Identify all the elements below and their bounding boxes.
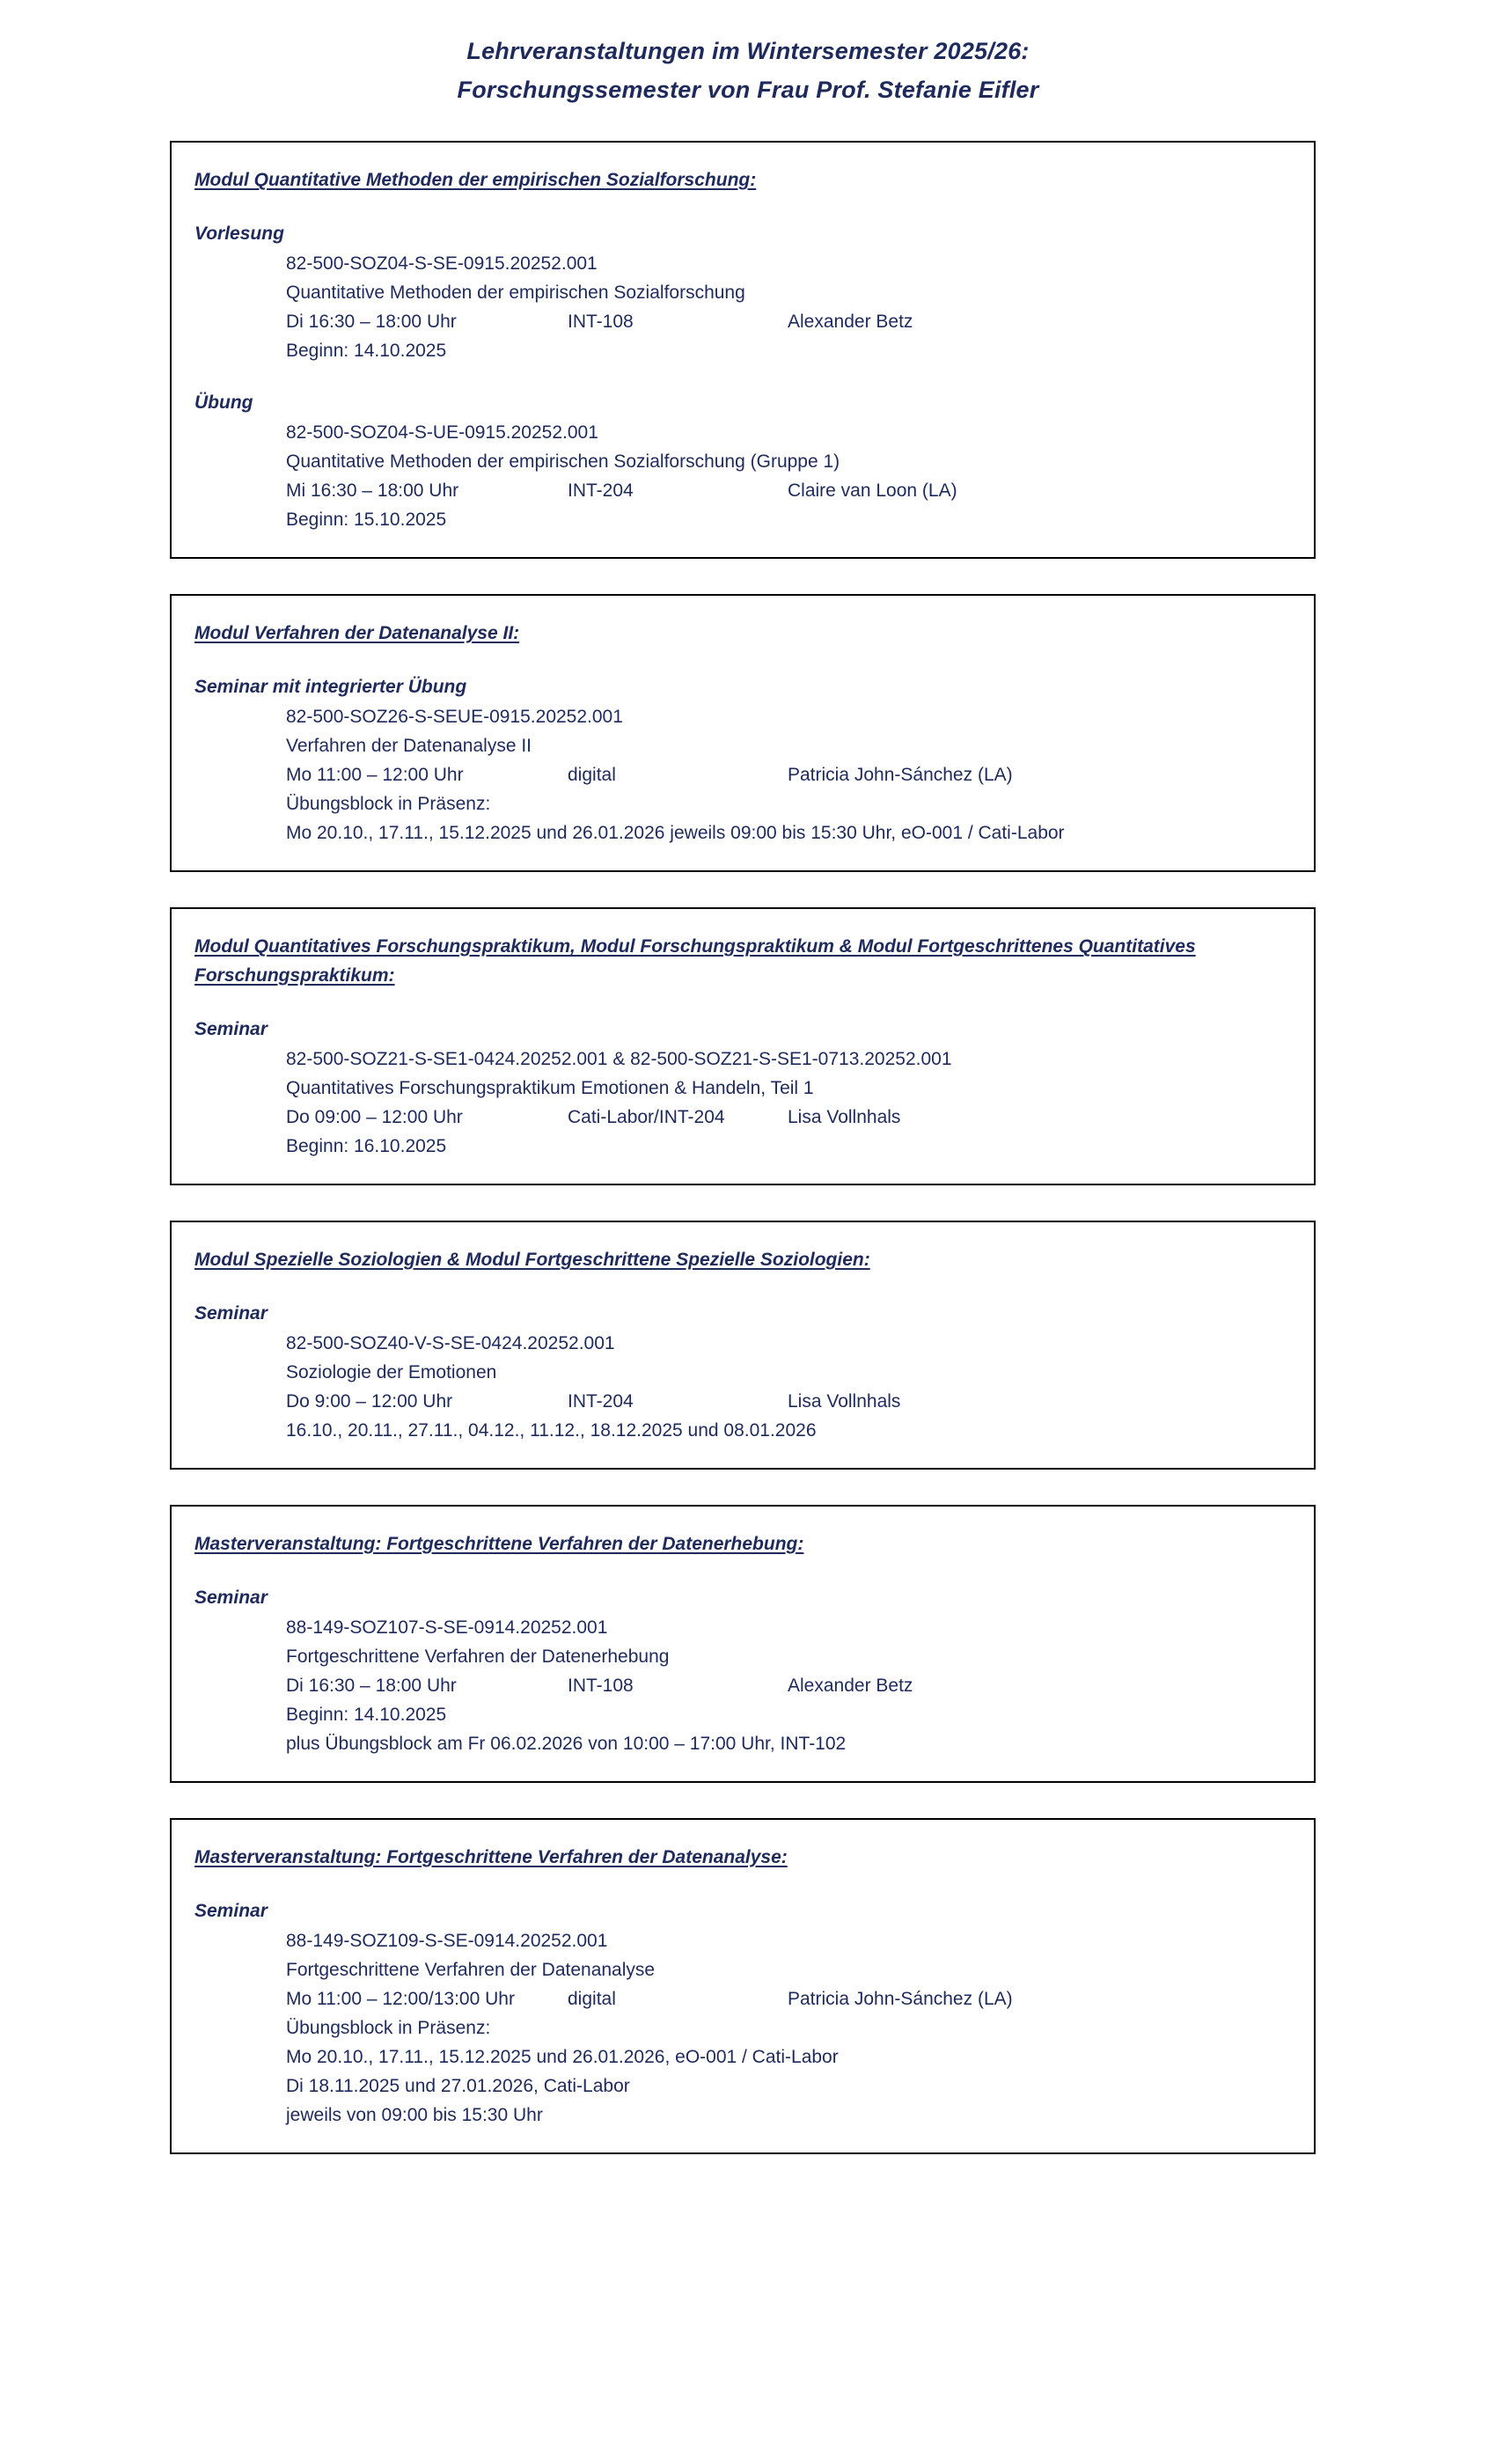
course-type-label: Vorlesung xyxy=(194,224,284,244)
course-box-inner xyxy=(172,619,1314,847)
course-detail-lines xyxy=(194,1613,1300,1758)
course-detail-line: Quantitatives Forschungspraktikum Emotionen & Handeln, Teil 1 xyxy=(286,1078,814,1098)
schedule-time: Di 16:30 – 18:00 Uhr xyxy=(286,1676,457,1696)
course-detail-lines xyxy=(194,1926,1300,2130)
course-detail-line: 82-500-SOZ04-S-SE-0915.20252.001 xyxy=(286,253,598,274)
course-detail-line: plus Übungsblock am Fr 06.02.2026 von 10:00 – 17:00 Uhr, INT-102 xyxy=(286,1734,847,1754)
schedule-lecturer: Alexander Betz xyxy=(788,1676,913,1696)
course-detail-lines xyxy=(194,702,1300,847)
course-box-inner xyxy=(172,165,1314,534)
schedule-time: Do 09:00 – 12:00 Uhr xyxy=(286,1107,463,1127)
course-detail-line: Beginn: 14.10.2025 xyxy=(286,341,447,361)
course-box-list xyxy=(170,141,1316,2189)
schedule-time: Mo 11:00 – 12:00/13:00 Uhr xyxy=(286,1989,515,2009)
course-type-label: Seminar xyxy=(194,1901,268,1921)
course-type-label: Seminar mit integrierter Übung xyxy=(194,677,467,697)
course-detail-lines xyxy=(194,1329,1300,1445)
schedule-line xyxy=(286,307,1300,336)
course-box xyxy=(170,1818,1316,2154)
module-heading: Modul Quantitative Methoden der empirischen Sozialforschung: xyxy=(194,170,757,190)
schedule-lecturer: Patricia John-Sánchez (LA) xyxy=(788,1989,1013,2009)
module-heading: Masterveranstaltung: Fortgeschrittene Verfahren der Datenanalyse: xyxy=(194,1847,788,1867)
course-detail-line: Verfahren der Datenanalyse II xyxy=(286,736,532,756)
course-detail-line: Quantitative Methoden der empirischen Sozialforschung xyxy=(286,282,745,303)
schedule-lecturer: Alexander Betz xyxy=(788,312,913,332)
course-box-inner xyxy=(172,1529,1314,1758)
schedule-room: digital xyxy=(568,1989,616,2009)
schedule-line xyxy=(286,1103,1300,1132)
schedule-time: Mi 16:30 – 18:00 Uhr xyxy=(286,480,459,501)
course-detail-line: Fortgeschrittene Verfahren der Datenerhebung xyxy=(286,1646,670,1667)
course-detail-lines xyxy=(194,418,1300,534)
course-box xyxy=(170,594,1316,872)
course-detail-lines xyxy=(194,249,1300,365)
page-title-line-2: Forschungssemester von Frau Prof. Stefanie Eifler xyxy=(457,77,1039,103)
schedule-room: INT-108 xyxy=(568,312,634,332)
course-box xyxy=(170,1221,1316,1470)
course-detail-line: Mo 20.10., 17.11., 15.12.2025 und 26.01.2026 jeweils 09:00 bis 15:30 Uhr, eO-001 / Cati-Labor xyxy=(286,823,1065,843)
course-type-label: Übung xyxy=(194,392,253,413)
schedule-line xyxy=(286,1984,1300,2013)
schedule-time: Di 16:30 – 18:00 Uhr xyxy=(286,312,457,332)
schedule-lecturer: Lisa Vollnhals xyxy=(788,1107,901,1127)
course-detail-lines xyxy=(194,1045,1300,1161)
course-box xyxy=(170,1505,1316,1783)
module-heading: Masterveranstaltung: Fortgeschrittene Verfahren der Datenerhebung: xyxy=(194,1534,804,1554)
course-box xyxy=(170,907,1316,1185)
course-detail-line: 82-500-SOZ26-S-SEUE-0915.20252.001 xyxy=(286,707,623,727)
page-title xyxy=(0,32,1496,109)
course-detail-line: 82-500-SOZ21-S-SE1-0424.20252.001 & 82-500-SOZ21-S-SE1-0713.20252.001 xyxy=(286,1049,952,1069)
course-detail-line: 88-149-SOZ107-S-SE-0914.20252.001 xyxy=(286,1617,608,1638)
course-box-inner xyxy=(172,1245,1314,1445)
schedule-room: INT-108 xyxy=(568,1676,634,1696)
course-detail-line: Fortgeschrittene Verfahren der Datenanalyse xyxy=(286,1960,656,1980)
course-detail-line: Übungsblock in Präsenz: xyxy=(286,2018,491,2038)
page-title-line-1: Lehrveranstaltungen im Wintersemester 2025/26: xyxy=(466,38,1030,64)
course-type-label: Seminar xyxy=(194,1019,268,1039)
course-detail-line: Quantitative Methoden der empirischen Sozialforschung (Gruppe 1) xyxy=(286,451,840,472)
module-heading: Modul Spezielle Soziologien & Modul Fortgeschrittene Spezielle Soziologien: xyxy=(194,1250,870,1270)
schedule-lecturer: Claire van Loon (LA) xyxy=(788,480,957,501)
course-detail-line: Di 18.11.2025 und 27.01.2026, Cati-Labor xyxy=(286,2076,630,2096)
schedule-line xyxy=(286,1387,1300,1416)
course-detail-line: 88-149-SOZ109-S-SE-0914.20252.001 xyxy=(286,1931,608,1951)
schedule-time: Mo 11:00 – 12:00 Uhr xyxy=(286,765,464,785)
schedule-room: INT-204 xyxy=(568,480,634,501)
course-detail-line: Mo 20.10., 17.11., 15.12.2025 und 26.01.2026, eO-001 / Cati-Labor xyxy=(286,2047,839,2067)
schedule-room: INT-204 xyxy=(568,1391,634,1412)
schedule-line xyxy=(286,1671,1300,1700)
course-box xyxy=(170,141,1316,559)
course-detail-line: jeweils von 09:00 bis 15:30 Uhr xyxy=(286,2105,543,2125)
schedule-room: Cati-Labor/INT-204 xyxy=(568,1107,725,1127)
course-box-inner xyxy=(172,1843,1314,2130)
course-type-label: Seminar xyxy=(194,1588,268,1608)
course-detail-line: Beginn: 15.10.2025 xyxy=(286,510,447,530)
schedule-time: Do 9:00 – 12:00 Uhr xyxy=(286,1391,453,1412)
course-detail-line: Soziologie der Emotionen xyxy=(286,1362,497,1382)
course-detail-line: 16.10., 20.11., 27.11., 04.12., 11.12., 18.12.2025 und 08.01.2026 xyxy=(286,1420,817,1441)
schedule-line xyxy=(286,476,1300,505)
course-detail-line: 82-500-SOZ04-S-UE-0915.20252.001 xyxy=(286,422,598,443)
group-spacer xyxy=(194,365,1300,390)
course-detail-line: Beginn: 14.10.2025 xyxy=(286,1705,447,1725)
module-heading: Modul Verfahren der Datenanalyse II: xyxy=(194,623,520,643)
module-heading: Modul Quantitatives Forschungspraktikum, Modul Forschungspraktikum & Modul Fortgeschrittenes Quantitatives Forschungspraktikum: xyxy=(194,936,1196,986)
course-type-label: Seminar xyxy=(194,1303,268,1324)
schedule-lecturer: Patricia John-Sánchez (LA) xyxy=(788,765,1013,785)
schedule-room: digital xyxy=(568,765,616,785)
course-detail-line: Übungsblock in Präsenz: xyxy=(286,794,491,814)
schedule-line xyxy=(286,760,1300,789)
course-box-inner xyxy=(172,932,1314,1161)
schedule-lecturer: Lisa Vollnhals xyxy=(788,1391,901,1412)
course-detail-line: 82-500-SOZ40-V-S-SE-0424.20252.001 xyxy=(286,1333,615,1353)
course-detail-line: Beginn: 16.10.2025 xyxy=(286,1136,447,1156)
